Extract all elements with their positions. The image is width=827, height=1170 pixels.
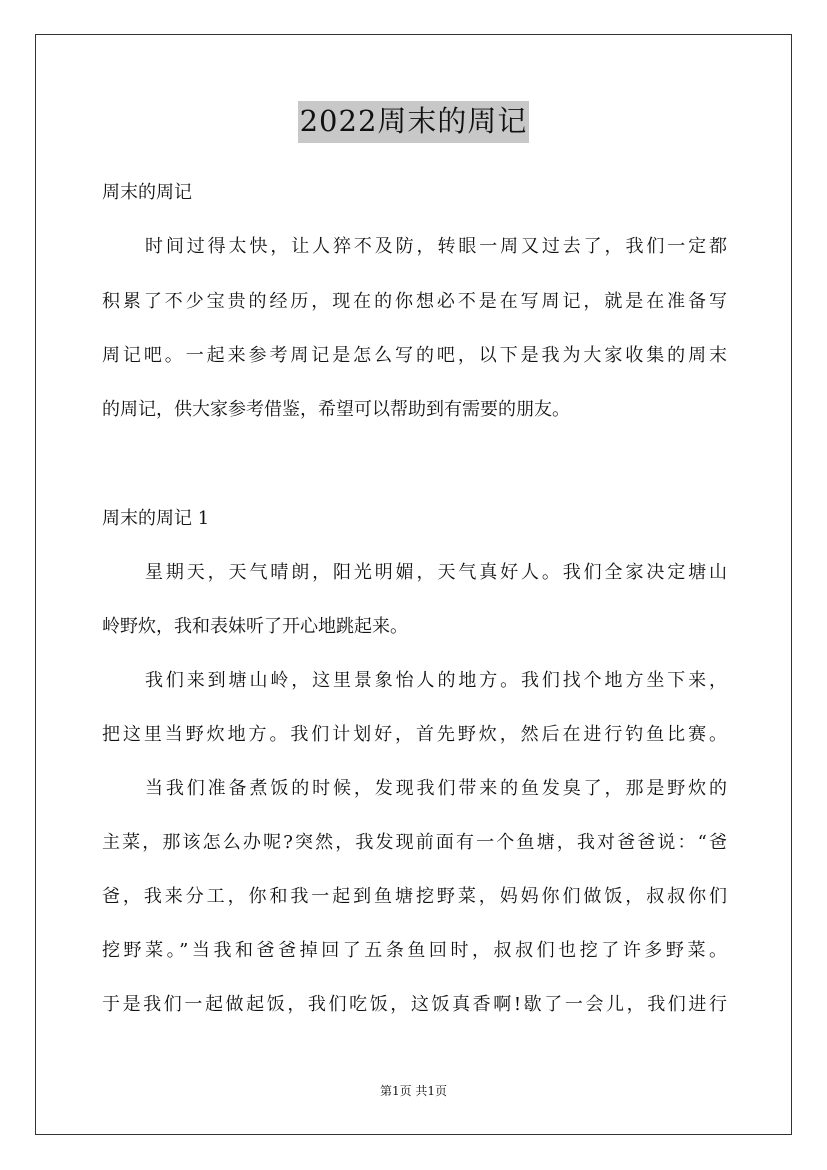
para1-line-2: 岭野炊，我和表妹听了开心地跳起来。 (102, 616, 408, 637)
para3-line-2: 主菜，那该怎么办呢?突然，我发现前面有一个鱼塘，我对爸爸说：“爸 (102, 832, 727, 853)
para2-line-2: 把这里当野炊地方。我们计划好，首先野炊，然后在进行钓鱼比赛。 (102, 724, 727, 745)
para3-line-4: 挖野菜。”当我和爸爸掉回了五条鱼回时，叔叔们也挖了许多野菜。 (102, 940, 727, 961)
para1-line-1: 星期天，天气晴朗，阳光明媚，天气真好人。我们全家决定塘山 (145, 562, 727, 583)
entry-heading: 周末的周记 1 (102, 508, 210, 529)
para3-line-5: 于是我们一起做起饭，我们吃饭，这饭真香啊!歇了一会儿，我们进行 (102, 994, 727, 1015)
section-heading: 周末的周记 (102, 182, 192, 203)
intro-line-3: 周记吧。一起来参考周记是怎么写的吧，以下是我为大家收集的周末 (102, 345, 727, 366)
para3-line-1: 当我们准备煮饭的时候，发现我们带来的鱼发臭了，那是野炊的 (145, 778, 727, 799)
document-title-wrap (0, 101, 827, 143)
document-title: 2022周末的周记 (298, 101, 530, 143)
intro-line-1: 时间过得太快，让人猝不及防，转眼一周又过去了，我们一定都 (145, 236, 727, 257)
page-footer: 第1页 共1页 (379, 1084, 448, 1098)
para2-line-1: 我们来到塘山岭，这里景象怡人的地方。我们找个地方坐下来， (145, 670, 727, 691)
intro-line-2: 积累了不少宝贵的经历，现在的你想必不是在写周记，就是在准备写 (102, 291, 727, 312)
para3-line-3: 爸，我来分工，你和我一起到鱼塘挖野菜，妈妈你们做饭，叔叔你们 (102, 886, 727, 907)
intro-line-4: 的周记，供大家参考借鉴，希望可以帮助到有需要的朋友。 (102, 399, 570, 420)
